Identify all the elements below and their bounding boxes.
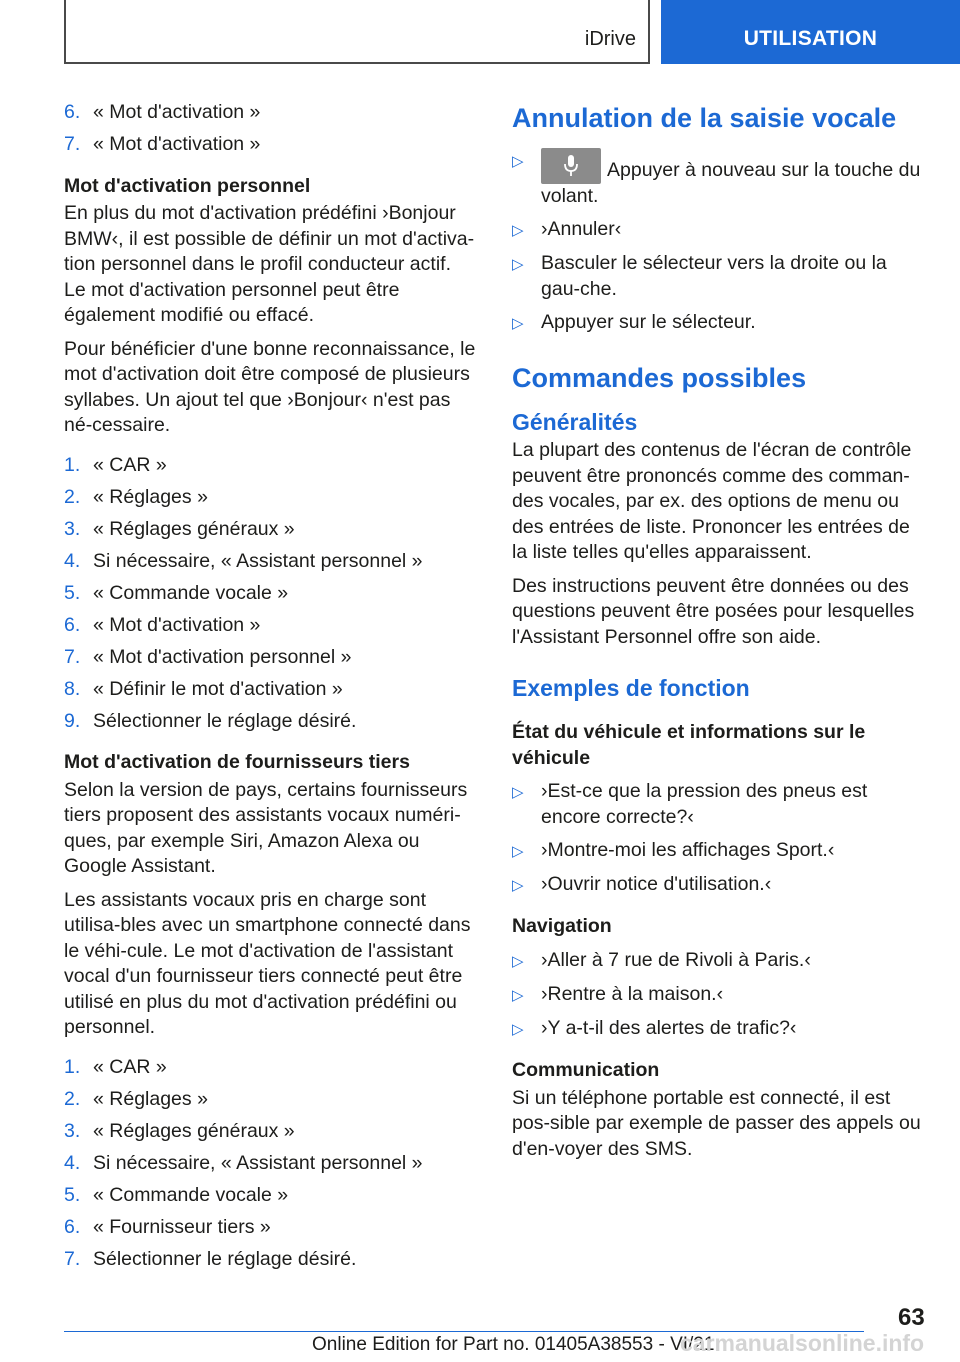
paragraph: Si un téléphone portable est connecté, il est pos-sible par exemple de passer des appels ou d'en-voyer des SMS. <box>512 1086 921 1160</box>
header-frame <box>64 0 650 64</box>
microphone-icon <box>563 154 579 178</box>
list-item: 9. Sélectionner le réglage désiré. <box>64 709 357 732</box>
triangle-right-outline-icon: ▷ <box>512 952 524 970</box>
watermark: carmanualsonline.info <box>680 1330 925 1356</box>
heading-possible-commands: Commandes possibles <box>512 363 807 393</box>
list-item: ▷ Appuyer sur le sélecteur. <box>512 310 930 337</box>
heading-third-party-wake-word: Mot d'activation de fournisseurs tiers <box>64 751 410 773</box>
list-item: 7. « Mot d'activation personnel » <box>64 645 352 668</box>
list-item: 5. « Commande vocale » <box>64 581 289 604</box>
triangle-right-outline-icon: ▷ <box>512 784 524 801</box>
list-item: 6. « Mot d'activation » <box>64 613 261 636</box>
list-item: 4. Si nécessaire, « Assistant personnel » <box>64 1151 423 1174</box>
heading-general: Généralités <box>512 409 638 435</box>
list-item: ▷ ›Rentre à la maison.‹ <box>512 982 930 1009</box>
paragraph: Les assistants vocaux pris en charge sont utilisa-bles avec un smartphone connecté dans le véhi-cule. Le mot d'activation de l'assistant vocal d'un fournisseur tiers connecté peut être utilisé en plus du mot d'activation prédéfini ou personnel. <box>64 888 471 1038</box>
list-item: 7. Sélectionner le réglage désiré. <box>64 1247 357 1270</box>
list-item: 6. « Fournisseur tiers » <box>64 1215 271 1238</box>
triangle-right-outline-icon: ▷ <box>512 1020 524 1038</box>
list-item: 6. « Mot d'activation » <box>64 101 261 123</box>
chapter-tab: UTILISATION <box>661 0 960 64</box>
list-item: 7. « Mot d'activation » <box>64 133 261 155</box>
heading-function-examples: Exemples de fonction <box>512 675 750 701</box>
list-item: ▷ Appuyer à nouveau sur la touche du volant. <box>512 148 930 210</box>
steps-list-third-party <box>64 1055 476 1273</box>
list-item: 4. Si nécessaire, « Assistant personnel » <box>64 549 423 572</box>
steps-list-top <box>64 100 476 158</box>
list-item: ▷ ›Aller à 7 rue de Rivoli à Paris.‹ <box>512 948 930 975</box>
heading-personal-wake-word: Mot d'activation personnel <box>64 174 311 197</box>
paragraph: La plupart des contenus de l'écran de contrôle peuvent être prononcés comme des comman-des vocales, par ex. des options de menu ou des entrées de liste. Prononcer les entrées de la liste telles qu'elles apparaissent. <box>512 439 912 563</box>
list-item: ▷ ›Est-ce que la pression des pneus est encore correcte?‹ <box>512 779 930 830</box>
triangle-right-outline-icon: ▷ <box>512 153 524 170</box>
list-item: 2. « Réglages » <box>64 1087 208 1110</box>
heading-communication: Communication <box>512 1059 660 1081</box>
list-item: 1. « CAR » <box>64 453 167 476</box>
cancel-bullets <box>512 148 930 336</box>
left-column <box>64 100 476 1282</box>
vehicle-bullets <box>512 779 930 898</box>
triangle-right-outline-icon: ▷ <box>512 256 524 273</box>
footer-edition: Online Edition for Part no. 01405A38553 - VI/21 <box>312 1334 715 1355</box>
list-item: 3. « Réglages généraux » <box>64 1119 295 1142</box>
list-item: 8. « Définir le mot d'activation » <box>64 677 343 700</box>
list-item: 5. « Commande vocale » <box>64 1183 289 1206</box>
voice-button-icon <box>541 148 601 184</box>
list-item: ▷ ›Ouvrir notice d'utilisation.‹ <box>512 872 930 899</box>
page-number: 63 <box>898 1304 925 1331</box>
list-item: ▷ ›Montre-moi les affichages Sport.‹ <box>512 838 930 865</box>
paragraph: Selon la version de pays, certains fournisseurs tiers proposent des assistants vocaux numéri-ques, par exemple Siri, Amazon Alexa ou Google Assistant. <box>64 778 468 877</box>
right-column <box>512 100 930 1170</box>
list-item: ▷ Basculer le sélecteur vers la droite ou la gau-che. <box>512 251 930 302</box>
triangle-right-outline-icon: ▷ <box>512 222 524 239</box>
list-item: ▷ ›Annuler‹ <box>512 217 930 244</box>
paragraph: Pour bénéficier d'une bonne reconnaissance, le mot d'activation doit être composé de plusieurs syllabes. Un ajout tel que ›Bonjour‹ n'est pas né-cessaire. <box>64 337 476 436</box>
section-title: iDrive <box>584 28 636 50</box>
paragraph: Des instructions peuvent être données ou des questions peuvent être posées pour lesquelles l'Assistant Personnel offre son aide. <box>512 574 915 648</box>
triangle-right-outline-icon: ▷ <box>512 876 524 894</box>
heading-cancel-voice-input: Annulation de la saisie vocale <box>512 103 897 133</box>
paragraph: En plus du mot d'activation prédéfini ›Bonjour BMW‹, il est possible de définir un mot d'activa-tion personnel dans le profil conducteur actif. Le mot d'activation personnel peut être également modifié ou effacé. <box>64 202 475 326</box>
list-item: 3. « Réglages généraux » <box>64 517 295 540</box>
triangle-right-outline-icon: ▷ <box>512 986 524 1004</box>
navigation-bullets <box>512 948 930 1043</box>
triangle-right-outline-icon: ▷ <box>512 314 524 332</box>
heading-vehicle-status: État du véhicule et informations sur le véhicule <box>512 721 866 769</box>
list-item: ▷ ›Y a-t-il des alertes de trafic?‹ <box>512 1016 930 1043</box>
list-item: 1. « CAR » <box>64 1055 167 1078</box>
list-item: 2. « Réglages » <box>64 485 208 508</box>
heading-navigation: Navigation <box>512 915 612 937</box>
steps-list-personal <box>64 453 476 735</box>
triangle-right-outline-icon: ▷ <box>512 842 524 860</box>
